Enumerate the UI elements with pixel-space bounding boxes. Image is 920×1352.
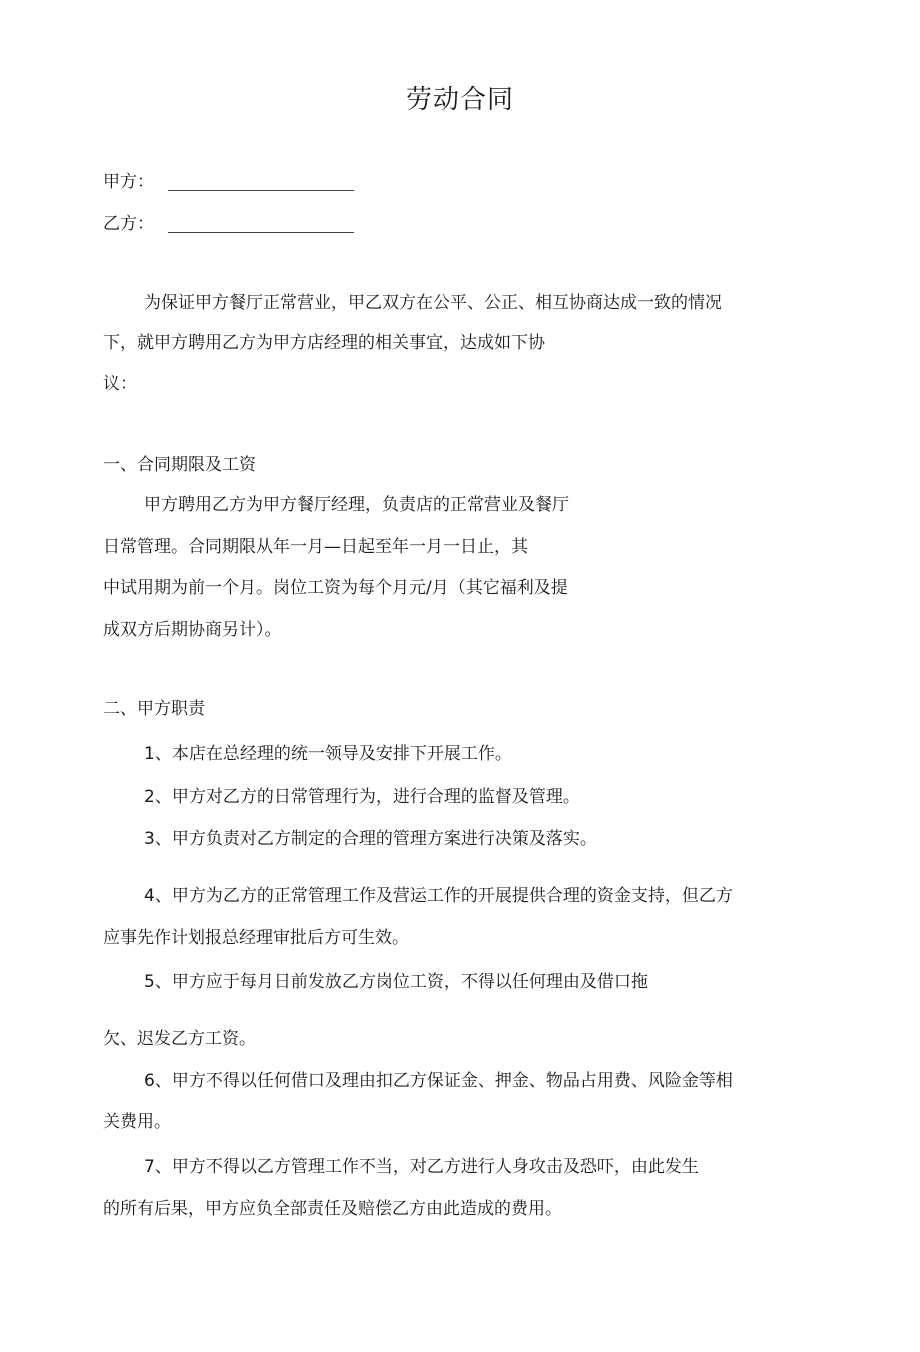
document-title: 劳动合同 — [405, 85, 514, 115]
duty-item-7-line-2: 的所有后果，甲方应负全部责任及赔偿乙方由此造成的费用。 — [103, 1199, 562, 1219]
section-1-line-4: 成双方后期协商另计）。 — [103, 620, 282, 640]
duty-item-5-line-1: 5、甲方应于每月日前发放乙方岗位工资，不得以任何理由及借口拖 — [144, 972, 648, 992]
duty-item-2: 2、甲方对乙方的日常管理行为，进行合理的监督及管理。 — [144, 787, 580, 807]
party-b-blank-line — [168, 232, 354, 233]
section-1-line-2: 日常管理。合同期限从年一月—日起至年一月一日止，其 — [103, 537, 528, 557]
duty-item-6-line-1: 6、甲方不得以任何借口及理由扣乙方保证金、押金、物品占用费、风险金等相 — [144, 1071, 733, 1091]
section-1-line-1: 甲方聘用乙方为甲方餐厅经理，负责店的正常营业及餐厅 — [144, 495, 569, 515]
duty-item-3: 3、甲方负责对乙方制定的合理的管理方案进行决策及落实。 — [144, 829, 597, 849]
duty-item-4-line-2: 应事先作计划报总经理审批后方可生效。 — [103, 928, 409, 948]
duty-item-7-line-1: 7、甲方不得以乙方管理工作不当，对乙方进行人身攻击及恐吓，由此发生 — [144, 1157, 699, 1177]
section-1-line-3: 中试用期为前一个月。岗位工资为每个月元/月（其它福利及提 — [103, 578, 568, 598]
duty-item-5-line-2: 欠、迟发乙方工资。 — [103, 1029, 256, 1049]
duty-item-6-line-2: 关费用。 — [103, 1112, 171, 1132]
intro-line-2: 下，就甲方聘用乙方为甲方店经理的相关事宜，达成如下协 — [103, 333, 545, 353]
section-1-heading: 一、合同期限及工资 — [103, 455, 256, 475]
party-a-label: 甲方： — [103, 172, 154, 192]
section-2-heading: 二、甲方职责 — [103, 699, 205, 719]
intro-line-3: 议： — [103, 374, 137, 394]
party-a-blank-line — [168, 190, 354, 191]
intro-line-1: 为保证甲方餐厅正常营业，甲乙双方在公平、公正、相互协商达成一致的情况 — [144, 293, 722, 313]
duty-item-1: 1、本店在总经理的统一领导及安排下开展工作。 — [144, 744, 512, 764]
party-b-label: 乙方： — [103, 214, 154, 234]
duty-item-4-line-1: 4、甲方为乙方的正常管理工作及营运工作的开展提供合理的资金支持，但乙方 — [144, 886, 733, 906]
